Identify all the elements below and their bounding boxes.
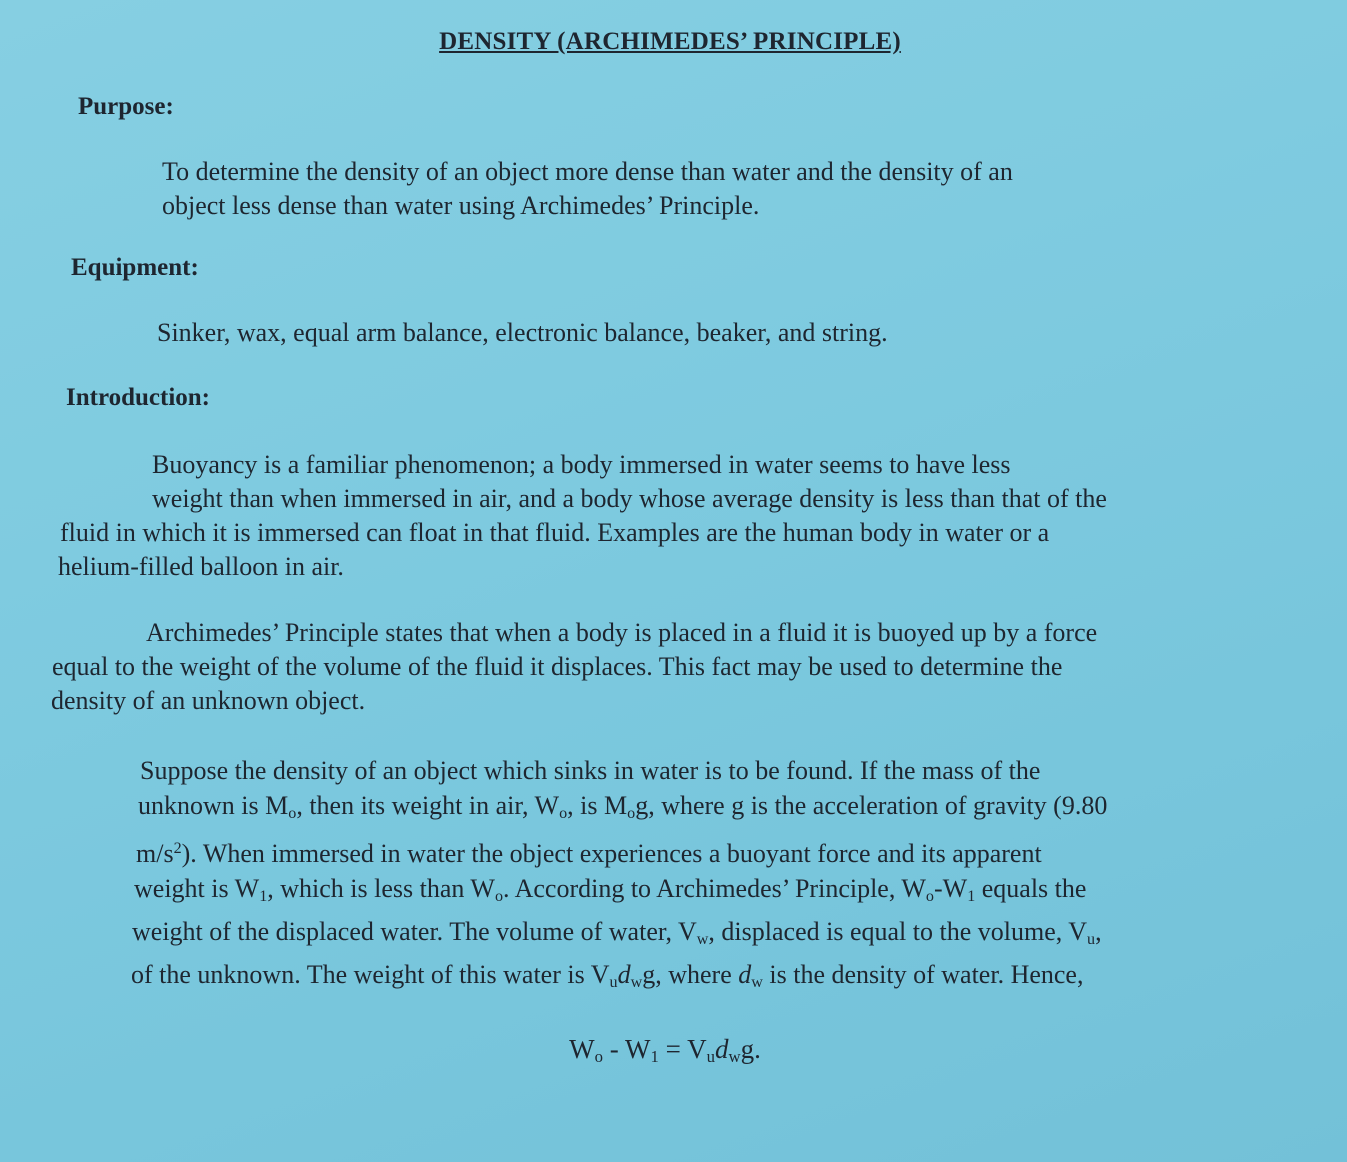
introduction-heading: Introduction: xyxy=(66,384,211,411)
intro-p1-line-3: fluid in which it is immersed can float in that fluid. Examples are the human body in water or a xyxy=(60,518,1050,547)
equipment-line-1: Sinker, wax, equal arm balance, electronic balance, beaker, and string. xyxy=(157,318,888,347)
intro-p3-line-1: Suppose the density of an object which sinks in water is to be found. If the mass of the xyxy=(140,756,1041,785)
intro-p3-line-3: $m/s^2$). When immersed in water the object experiences a buoyant force and its apparent xyxy=(136,838,1042,868)
document-title: DENSITY (ARCHIMEDES’ PRINCIPLE) xyxy=(439,28,901,55)
equipment-heading: Equipment: xyxy=(71,254,199,281)
intro-p1-line-4: helium-filled balloon in air. xyxy=(58,552,344,581)
intro-p3-line-5: weight of the displaced water. The volume of water, $V_w$, displaced is equal to the volume, $V_u$, xyxy=(132,916,1102,948)
intro-p3-line-6: of the unknown. The weight of this water is $V_ud_wg$, where $d_w$ is the density of water. Hence, xyxy=(131,959,1084,991)
intro-p2-line-2: equal to the weight of the volume of the fluid it displaces. This fact may be used to determine the xyxy=(52,652,1063,681)
intro-paragraph-1 xyxy=(58,448,1107,584)
intro-p3-line-4: weight is $W_1$, which is less than $W_o$. According to Archimedes’ Principle, $W_o-W_1$ equals the xyxy=(134,873,1087,905)
intro-p2-line-3: density of an unknown object. xyxy=(51,686,366,715)
purpose-text xyxy=(162,155,1013,223)
archimedes-equation: $W_o - W_1 = V_ud_wg$. xyxy=(569,1034,761,1067)
purpose-line-1: To determine the density of an object more dense than water and the density of an xyxy=(162,157,1013,186)
intro-paragraph-3 xyxy=(131,753,1107,1000)
purpose-heading: Purpose: xyxy=(78,93,174,120)
intro-p2-line-1: Archimedes’ Principle states that when a body is placed in a fluid it is buoyed up by a force xyxy=(146,618,1098,647)
intro-p1-line-2: weight than when immersed in air, and a body whose average density is less than that of the xyxy=(152,484,1107,513)
intro-p3-line-2: unknown is $M_o$, then its weight in air, $W_o$, is $M_og$, where g is the acceleration of gravity (9.80 xyxy=(138,791,1108,823)
intro-paragraph-2 xyxy=(51,616,1097,718)
intro-p1-line-1: Buoyancy is a familiar phenomenon; a body immersed in water seems to have less xyxy=(152,450,1011,479)
equipment-text xyxy=(157,316,888,350)
purpose-line-2: object less dense than water using Archimedes’ Principle. xyxy=(162,191,760,220)
